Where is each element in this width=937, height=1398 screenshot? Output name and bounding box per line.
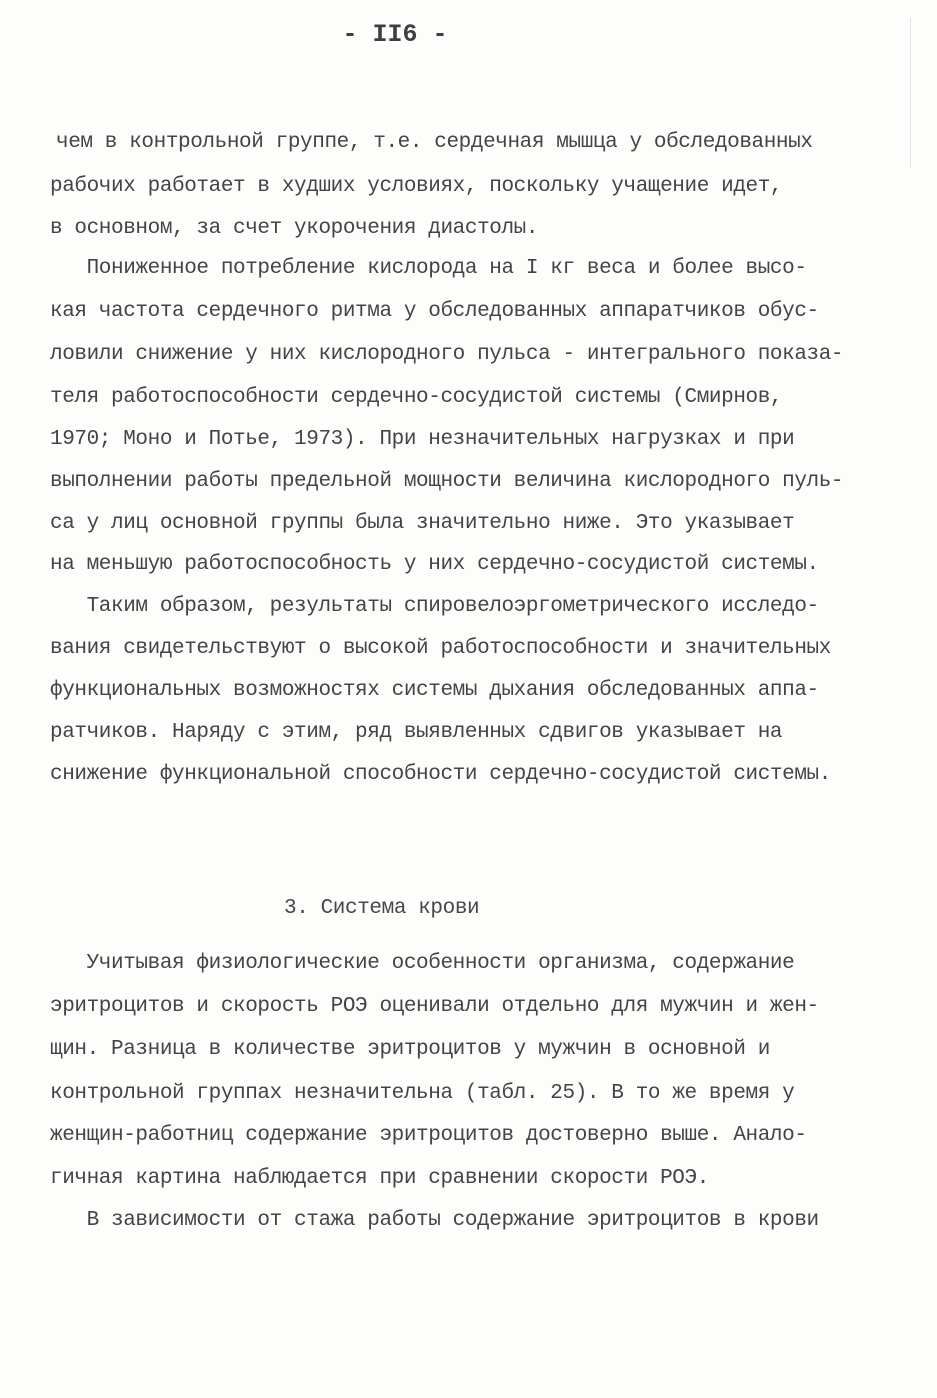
text-line: Учитывая физиологические особенности организма, содержание xyxy=(50,952,795,975)
text-line: гичная картина наблюдается при сравнении скорости РОЭ. xyxy=(50,1167,709,1190)
text-line: В зависимости от стажа работы содержание эритроцитов в крови xyxy=(50,1209,819,1232)
text-line: снижение функциональной способности сердечно-сосудистой системы. xyxy=(50,763,831,786)
text-line: чем в контрольной группе, т.е. сердечная мышца у обследованных xyxy=(56,131,813,154)
text-line: ловили снижение у них кислородного пульса - интегрального показа- xyxy=(50,343,844,366)
page-number: - II6 - xyxy=(342,20,448,49)
text-line: са у лиц основной группы была значительно ниже. Это указывает xyxy=(50,512,795,535)
text-line: выполнении работы предельной мощности величина кислородного пуль- xyxy=(50,470,844,493)
text-line: на меньшую работоспособность у них сердечно-сосудистой системы. xyxy=(50,553,819,576)
text-line: эритроцитов и скорость РОЭ оценивали отдельно для мужчин и жен- xyxy=(50,995,819,1018)
text-line: кая частота сердечного ритма у обследованных аппаратчиков обус- xyxy=(50,300,819,323)
text-line: теля работоспособности сердечно-сосудистой системы (Смирнов, xyxy=(50,386,783,409)
page-edge-line xyxy=(910,18,911,168)
text-line: контрольной группах незначительна (табл. 25). В то же время у xyxy=(50,1082,795,1105)
text-line: ратчиков. Наряду с этим, ряд выявленных сдвигов указывает на xyxy=(50,721,783,744)
text-line: Пониженное потребление кислорода на I кг веса и более высо- xyxy=(50,257,807,280)
text-line: рабочих работает в худших условиях, поскольку учащение идет, xyxy=(50,175,783,198)
text-line: 1970; Моно и Потье, 1973). При незначительных нагрузках и при xyxy=(50,428,795,451)
text-line: щин. Разница в количестве эритроцитов у мужчин в основной и xyxy=(50,1038,770,1061)
text-line: женщин-работниц содержание эритроцитов достоверно выше. Анало- xyxy=(50,1124,807,1147)
text-line: функциональных возможностях системы дыхания обследованных аппа- xyxy=(50,679,819,702)
text-line: Таким образом, результаты спировелоэргометрического исследо- xyxy=(50,595,819,618)
section-heading: 3. Система крови xyxy=(284,897,480,920)
text-line: в основном, за счет укорочения диастолы. xyxy=(50,217,539,240)
text-line: вания свидетельствуют о высокой работоспособности и значительных xyxy=(50,637,831,660)
